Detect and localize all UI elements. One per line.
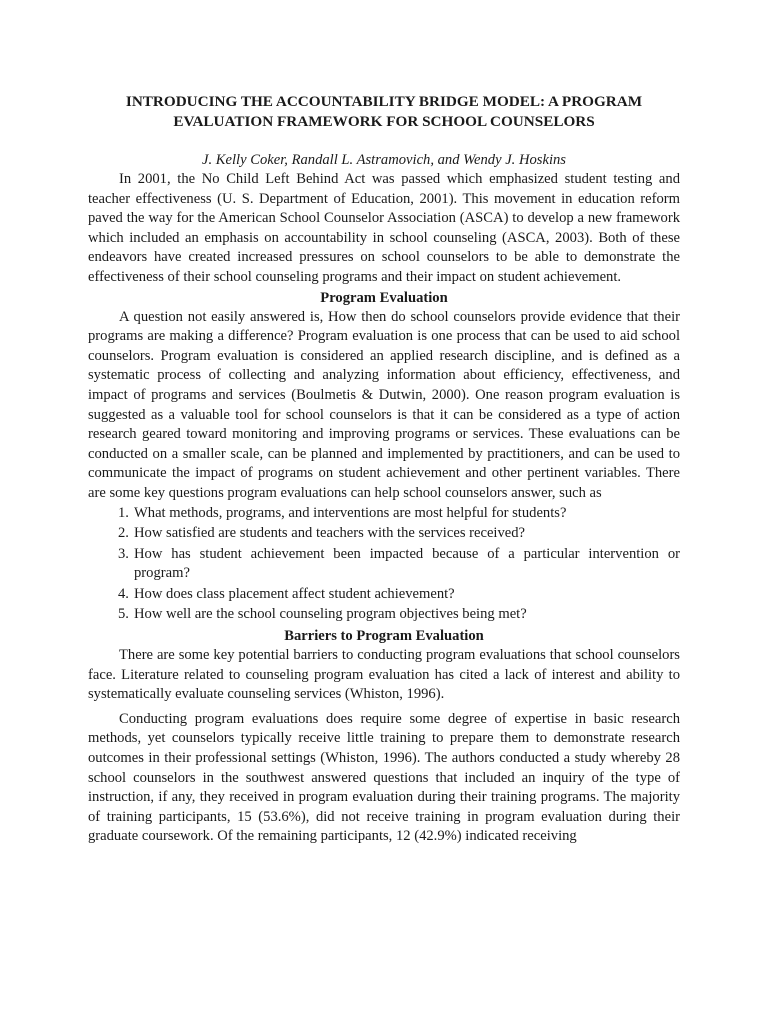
list-item-number: 3.: [118, 545, 129, 562]
list-item: [118, 585, 680, 605]
paper-title: [88, 92, 680, 132]
intro-paragraph: In 2001, the No Child Left Behind Act was passed which emphasized student testing and teacher effectiveness (U. S. Department of Education, 2001). This movement in education reform paved the way for the American School Counselor Association (ASCA) to develop a new framework which included an emphasis on accountability in school counseling (ASCA, 2003). Both of these endeavors have created increased pressures on school counselors to be able to demonstrate the effectiveness of their school counseling programs and their impact on student achievement.: [88, 171, 680, 285]
list-item-number: 2.: [118, 525, 129, 542]
paper-page: [88, 92, 680, 847]
section-heading-program-evaluation: Program Evaluation: [320, 289, 448, 306]
list-item-text: How does class placement affect student achievement?: [134, 585, 455, 602]
list-item: [118, 605, 680, 625]
list-item-text: How has student achievement been impacted because of a particular intervention or program?: [134, 545, 680, 582]
list-item: [118, 545, 680, 584]
section-heading-barriers: Barriers to Program Evaluation: [284, 628, 484, 645]
list-item-number: 1.: [118, 504, 129, 521]
program-evaluation-paragraph: A question not easily answered is, How then do school counselors provide evidence that their programs are making a difference? Program evaluation is one process that can be used to aid school counselors. Program evaluation is considered an applied research discipline, and is defined as a systematic process of collecting and analyzing information about efficiency, effectiveness, and impact of programs and services (Boulmetis & Dutwin, 2000). One reason program evaluation is suggested as a valuable tool for school counselors is that it can be considered as a type of action research geared toward monitoring and improving programs or services. These evaluations can be conducted on a smaller scale, can be planned and implemented by practitioners, and can be used to communicate the impact of programs on student achievement and other pertinent variables. There are some key questions program evaluations can help school counselors answer, such as: [88, 308, 680, 501]
list-item-number: 4.: [118, 585, 129, 602]
title-line-1: INTRODUCING THE ACCOUNTABILITY BRIDGE MODEL: A PROGRAM: [125, 93, 643, 110]
list-item: [118, 504, 680, 524]
barriers-paragraph-2: Conducting program evaluations does require some degree of expertise in basic research methods, yet counselors typically receive little training to prepare them to demonstrate research outcomes in their professional settings (Whiston, 1996). The authors conducted a study whereby 28 school counselors in the southwest answered questions that included an inquiry of the type of instruction, if any, they received in program evaluation during their training programs. The majority of training participants, 15 (53.6%), did not receive training in program evaluation during their graduate coursework. Of the remaining participants, 12 (42.9%) indicated receiving: [88, 710, 680, 845]
barriers-paragraph-1: There are some key potential barriers to conducting program evaluations that school counselors face. Literature related to counseling program evaluation has cited a lack of interest and ability to systematically evaluate counseling services (Whiston, 1996).: [88, 647, 680, 703]
list-item-text: How well are the school counseling program objectives being met?: [134, 606, 527, 623]
key-questions-list: [88, 504, 680, 626]
list-item: [118, 524, 680, 544]
title-line-2: EVALUATION FRAMEWORK FOR SCHOOL COUNSELORS: [173, 113, 595, 130]
list-item-number: 5.: [118, 606, 129, 623]
author-list: J. Kelly Coker, Randall L. Astramovich, and Wendy J. Hoskins: [202, 152, 566, 168]
list-item-text: How satisfied are students and teachers with the services received?: [134, 525, 526, 542]
list-item-text: What methods, programs, and interventions are most helpful for students?: [134, 504, 567, 521]
